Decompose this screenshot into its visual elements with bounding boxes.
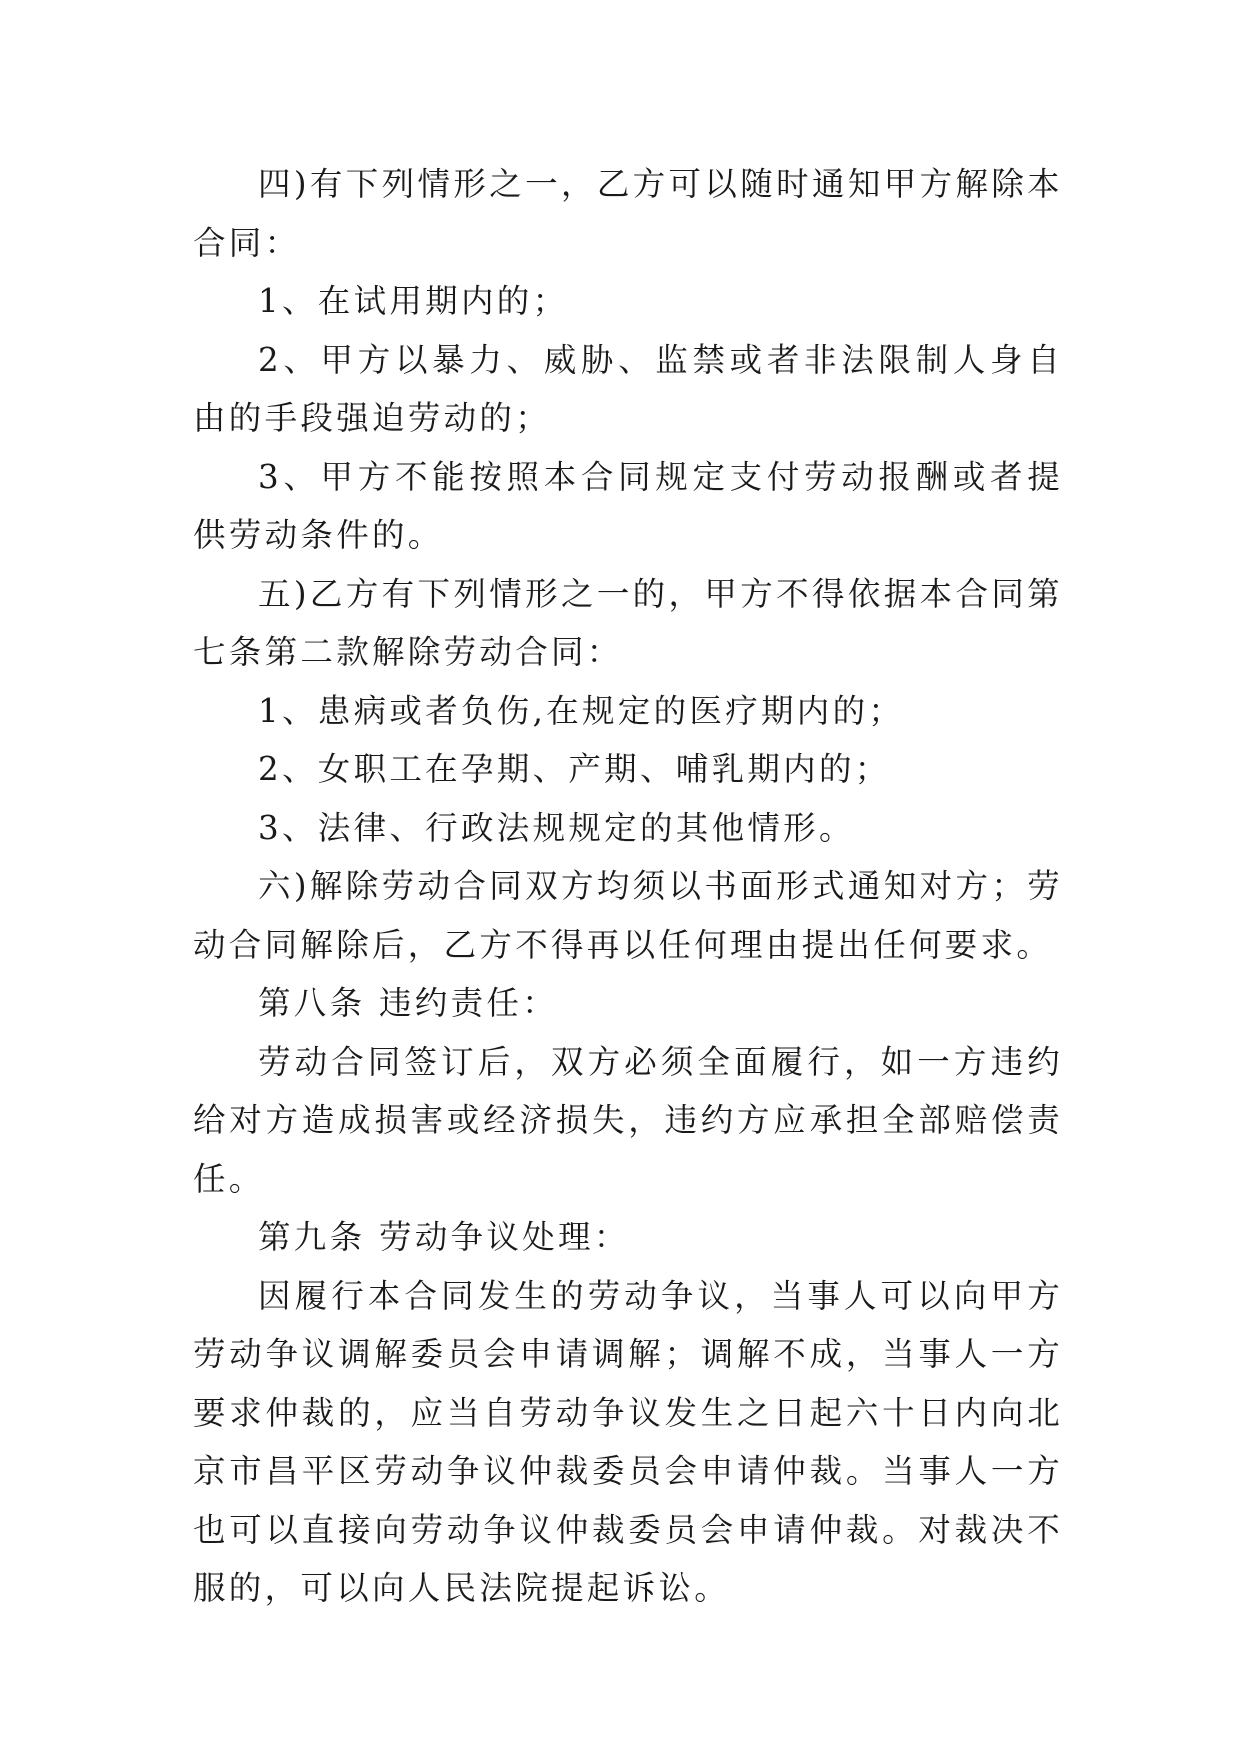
clause-5-item-1: 1、患病或者负伤,在规定的医疗期内的； — [258, 691, 905, 730]
clause-4-item-3: 3、甲方不能按照本合同规定支付劳动报酬或者提供劳动条件的。 — [193, 457, 1063, 554]
clause-6-written-notice: 六)解除劳动合同双方均须以书面形式通知对方；劳动合同解除后，乙方不得再以任何理由提出任何要求。 — [193, 867, 1063, 964]
clause-4-item-1: 1、在试用期内的； — [258, 282, 569, 320]
article-8-body: 劳动合同签订后，双方必须全面履行，如一方违约给对方造成损害或经济损失，违约方应承担全部赔偿责任。 — [193, 1042, 1063, 1198]
clause-5-item-3: 3、法律、行政法规规定的其他情形。 — [258, 808, 855, 847]
clause-5-no-termination: 五)乙方有下列情形之一的，甲方不得依据本合同第七条第二款解除劳动合同： — [193, 574, 1063, 671]
article-8-heading: 第八条 违约责任： — [258, 984, 559, 1022]
article-9-heading: 第九条 劳动争议处理： — [258, 1218, 630, 1256]
clause-4-item-2: 2、甲方以暴力、威胁、监禁或者非法限制人身自由的手段强迫劳动的； — [193, 340, 1063, 437]
document-page — [193, 155, 1063, 1618]
article-9-body: 因履行本合同发生的劳动争议，当事人可以向甲方劳动争议调解委员会申请调解；调解不成，当事人一方要求仲裁的，应当自劳动争议发生之日起六十日内向北京市昌平区劳动争议仲裁委员会申请仲裁。当事人一方也可以直接向劳动争议仲裁委员会申请仲裁。对裁决不服的，可以向人民法院提起诉讼。 — [193, 1276, 1063, 1607]
clause-5-item-2: 2、女职工在孕期、产期、哺乳期内的； — [258, 750, 891, 788]
clause-4-termination-by-employee: 四)有下列情形之一，乙方可以随时通知甲方解除本合同： — [193, 165, 1063, 262]
